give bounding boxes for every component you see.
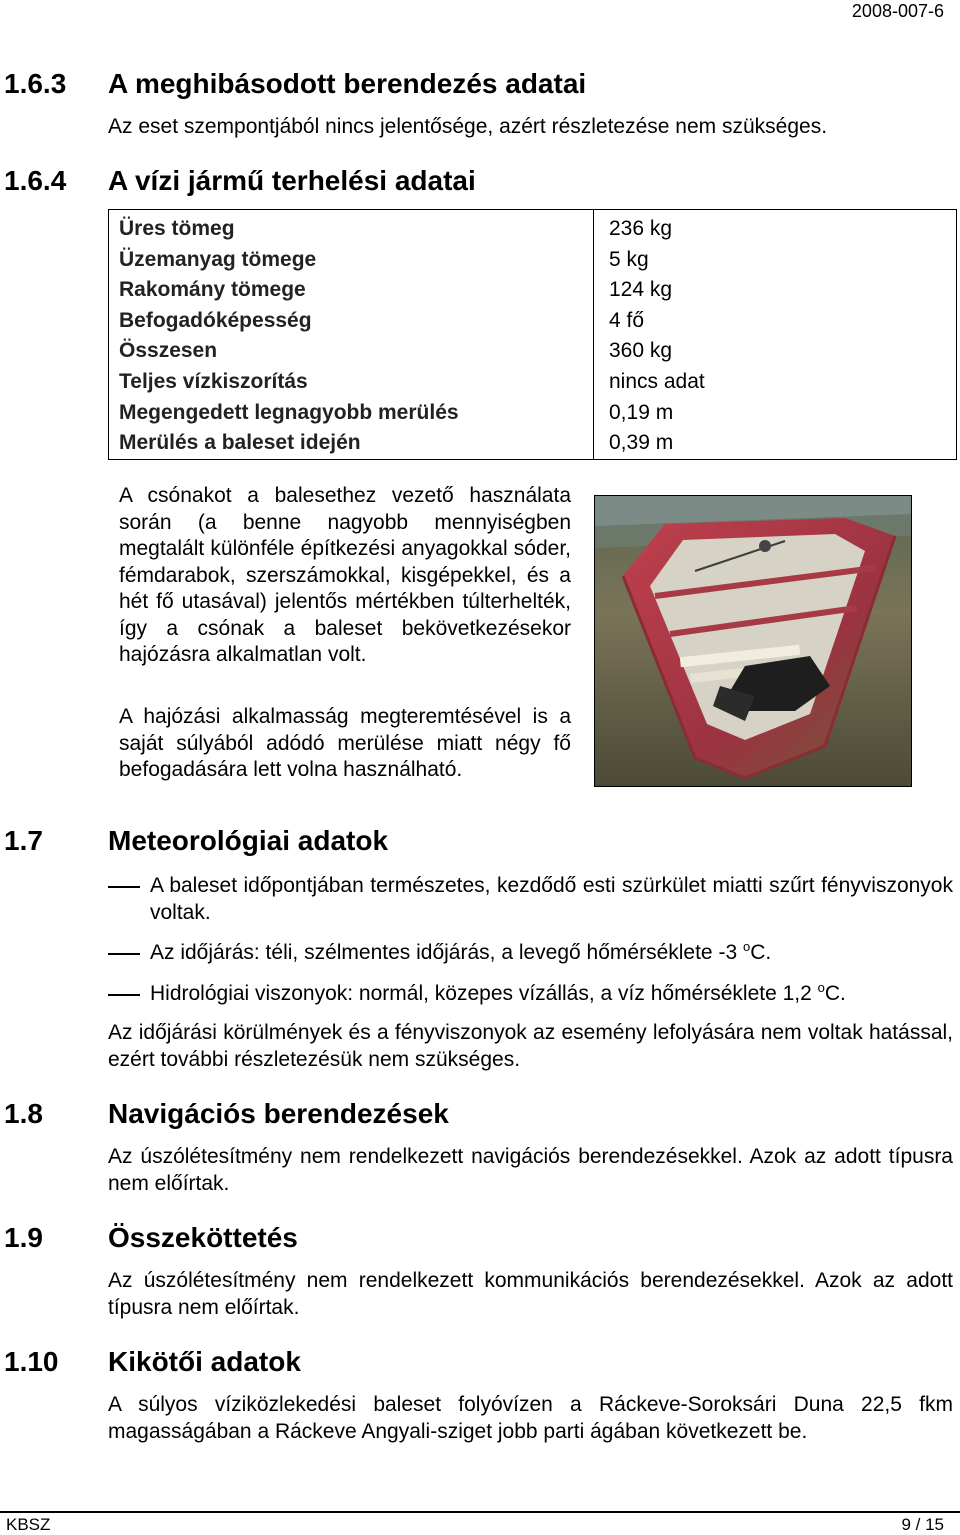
load-values-cell: [594, 210, 957, 460]
degree-sign: o: [742, 939, 751, 954]
degree-sign: o: [817, 980, 825, 995]
footer-rule: [0, 1511, 960, 1513]
section-title: A vízi jármű terhelési adatai: [108, 165, 476, 196]
section-1-7-text: Az időjárási körülmények és a fényviszonyok az esemény lefolyására nem voltak hatással, ezért további részletezésük nem szükséges.: [108, 1021, 953, 1071]
section-title: Navigációs berendezések: [108, 1098, 449, 1129]
section-1-8-text: Az úszólétesítmény nem rendelkezett navigációs berendezésekkel. Azok az adott típusra nem előírtak.: [108, 1145, 953, 1195]
load-data-table: [108, 209, 957, 460]
section-1-8-heading: [0, 1098, 960, 1132]
boat-photo: [594, 495, 912, 787]
section-1-6-3-text: Az eset szempontjából nincs jelentősége, azért részletezése nem szükséges.: [108, 115, 828, 138]
section-title: Összeköttetés: [108, 1222, 298, 1253]
temperature-unit: C.: [824, 982, 846, 1005]
section-1-6-4-heading: [0, 165, 960, 199]
load-label: Üres tömeg: [119, 217, 235, 240]
footer-org: KBSZ: [6, 1515, 51, 1534]
page-number: 9 / 15: [901, 1515, 944, 1534]
section-1-10-text: A súlyos víziközlekedési baleset folyóvízen a Ráckeve-Soroksári Duna 22,5 fkm magasságában a Ráckeve Angyali-sziget jobb parti ágában következett be.: [108, 1393, 953, 1443]
load-label: Befogadóképesség: [119, 308, 312, 332]
weather-bullet-light: A baleset időpontjában természetes, kezdődő esti szürkület miatti szűrt fényviszonyok voltak.: [150, 874, 953, 924]
bullet-text: Az időjárás: téli, szélmentes időjárás, a levegő hőmérséklete -3: [150, 941, 738, 964]
bullet-dash: [108, 994, 140, 996]
load-label: Üzemanyag tömege: [119, 247, 317, 271]
section-title: A meghibásodott berendezés adatai: [108, 68, 587, 99]
overload-paragraph: A csónakot a balesethez vezető használata során (a benne nagyobb mennyiségben megtalált különféle építkezési anyagokkal sóder, fémdarabok, szerszámokkal, kisgépekkel, és a hét fő utasával) jelentős mértékben túlterhelték, így a csónak a baleset bekövetkezésekor hajózásra alkalmatlan volt.: [119, 484, 571, 666]
capacity-paragraph: A hajózási alkalmasság megteremtésével is a saját súlyából adódó merülése miatt négy fő befogadására lett volna használható.: [119, 705, 571, 781]
load-value: nincs adat: [609, 369, 705, 393]
load-label: Rakomány tömege: [119, 278, 306, 302]
section-number: 1.7: [4, 825, 43, 856]
load-value: 124 kg: [609, 278, 673, 302]
bullet-dash: [108, 886, 140, 888]
bullet-dash: [108, 953, 140, 955]
section-1-9-heading: [0, 1222, 960, 1256]
section-number: 1.6.3: [4, 68, 67, 99]
section-1-9-text: Az úszólétesítmény nem rendelkezett kommunikációs berendezésekkel. Azok az adott típusra nem előírtak.: [108, 1269, 953, 1319]
section-number: 1.9: [4, 1222, 43, 1253]
weather-bullet-air: [150, 940, 953, 967]
load-value: 0,39 m: [609, 431, 674, 455]
load-value: 236 kg: [609, 217, 673, 240]
section-number: 1.10: [4, 1346, 59, 1377]
weather-bullet-water: [150, 981, 953, 1008]
section-1-6-3-heading: [0, 68, 960, 102]
load-label: Összesen: [119, 339, 218, 363]
section-number: 1.6.4: [4, 165, 67, 196]
bullet-text: Hidrológiai viszonyok: normál, közepes vízállás, a víz hőmérséklete 1,2: [150, 982, 812, 1005]
load-value: 360 kg: [609, 339, 673, 363]
section-1-7-heading: [0, 825, 960, 859]
section-number: 1.8: [4, 1098, 43, 1129]
load-labels-cell: [109, 210, 594, 460]
load-value: 4 fő: [609, 308, 645, 332]
load-label: Teljes vízkiszorítás: [119, 369, 308, 393]
boat-photo-illustration: [595, 496, 911, 786]
section-title: Meteorológiai adatok: [108, 825, 389, 856]
load-label: Megengedett legnagyobb merülés: [119, 400, 459, 424]
document-id: 2008-007-6: [851, 1, 944, 21]
load-label: Merülés a baleset idején: [119, 431, 361, 455]
temperature-unit: C.: [750, 941, 772, 964]
section-1-10-heading: [0, 1346, 960, 1380]
load-value: 0,19 m: [609, 400, 674, 424]
load-value: 5 kg: [609, 247, 649, 271]
section-title: Kikötői adatok: [108, 1346, 301, 1377]
